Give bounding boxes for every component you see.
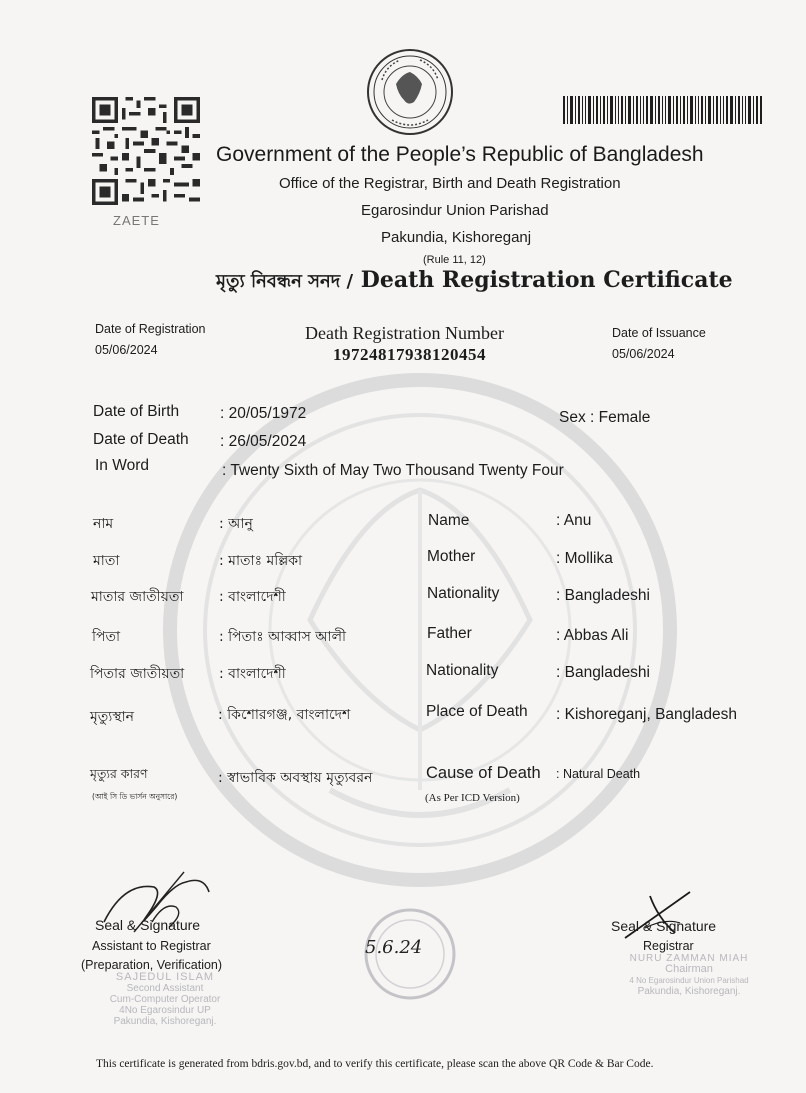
qr-caption: ZAETE	[113, 213, 160, 228]
place-en-value: : Kishoreganj, Bangladesh	[556, 706, 737, 723]
cause-en-label: Cause of Death	[426, 764, 541, 782]
center-signature-date: 5.6.24	[365, 937, 423, 958]
mother-nationality-bn-label: মাতার জাতীয়তা	[91, 589, 184, 605]
dob-label: Date of Birth	[93, 403, 180, 420]
inword-value: : Twenty Sixth of May Two Thousand Twenty Four	[222, 462, 564, 479]
father-bn-label: পিতা	[92, 629, 121, 645]
place-bn-value: : কিশোরগঞ্জ, বাংলাদেশ	[218, 707, 351, 723]
father-nationality-bn-label: পিতার জাতীয়তা	[90, 666, 185, 682]
left-seal-title: Seal & Signature	[95, 917, 201, 933]
father-nationality-en-label: Nationality	[426, 662, 499, 679]
left-stamp: SAJEDUL ISLAM Second Assistant Cum-Computer Operator 4No Egarosindur UP Pakundia, Kishoreganj.	[109, 971, 221, 1027]
right-role: Registrar	[643, 939, 694, 953]
left-role: Assistant to Registrar	[92, 939, 211, 953]
name-bn-label: নাম	[93, 516, 114, 532]
right-seal-title: Seal & Signature	[611, 918, 717, 934]
mother-bn-label: মাতা	[93, 553, 120, 569]
union-name: Egarosindur Union Parishad	[361, 202, 549, 219]
mother-nationality-en-label: Nationality	[427, 585, 500, 602]
mother-nationality-bn-value: : বাংলাদেশী	[219, 589, 286, 605]
cause-bn-value: : স্বাভাবিক অবস্থায় মৃত্যুবরন	[218, 770, 373, 786]
place-bn-label: মৃত্যুস্থান	[90, 709, 135, 725]
certificate-title-bn: মৃত্যু নিবন্ধন সনদ /	[216, 271, 354, 292]
father-nationality-en-value: : Bangladeshi	[556, 664, 650, 681]
office-name: Office of the Registrar, Birth and Death Registration	[279, 175, 621, 192]
cause-en-value: : Natural Death	[556, 767, 641, 781]
sex-value: Sex : Female	[559, 409, 651, 426]
father-en-value: : Abbas Ali	[556, 627, 629, 644]
qr-code-icon[interactable]	[92, 97, 200, 205]
issuance-date-label: Date of Issuance	[612, 326, 706, 340]
cause-bn-label: মৃত্যুর কারণ	[90, 766, 148, 781]
name-en-label: Name	[428, 512, 470, 529]
mother-en-label: Mother	[427, 548, 476, 565]
mother-en-value: : Mollika	[556, 550, 613, 567]
dod-value: : 26/05/2024	[220, 433, 307, 450]
footer-note: This certificate is generated from bdris.gov.bd, and to verify this certificate, please scan the above QR Code & Bar Code.	[96, 1058, 654, 1070]
mother-nationality-en-value: : Bangladeshi	[556, 587, 650, 604]
reg-number-label: Death Registration Number	[305, 323, 504, 343]
father-nationality-bn-value: : বাংলাদেশী	[219, 666, 286, 682]
mother-bn-value: : মাতাঃ মল্লিকা	[219, 553, 303, 569]
barcode-icon[interactable]	[563, 96, 763, 124]
registration-date-label: Date of Registration	[95, 322, 206, 336]
name-bn-value: : আনু	[219, 516, 253, 532]
registration-date: 05/06/2024	[95, 343, 158, 357]
location-name: Pakundia, Kishoreganj	[381, 229, 532, 246]
certificate-title	[216, 267, 733, 298]
cause-en-note: (As Per ICD Version)	[425, 792, 520, 804]
left-role-sub: (Preparation, Verification)	[81, 958, 223, 972]
government-emblem-icon	[360, 46, 460, 138]
reg-number: 19724817938120454	[333, 345, 486, 364]
issuance-date: 05/06/2024	[612, 347, 675, 361]
government-title: Government of the People’s Republic of Bangladesh	[216, 143, 704, 166]
right-stamp: NURU ZAMMAN MIAH Chairman 4 No Egarosindur Union Parishad Pakundia, Kishoreganj.	[629, 953, 749, 997]
inword-label: In Word	[95, 457, 149, 474]
dob-value: : 20/05/1972	[220, 405, 307, 422]
certificate-title-en: Death Registration Certificate	[360, 267, 733, 293]
rule-reference: (Rule 11, 12)	[423, 254, 486, 266]
father-en-label: Father	[427, 625, 472, 642]
cause-bn-note: (আই সি ডি ভার্সন অনুসারে)	[92, 792, 178, 801]
father-bn-value: : পিতাঃ আব্বাস আলী	[219, 629, 347, 645]
place-en-label: Place of Death	[426, 703, 528, 720]
name-en-value: : Anu	[556, 512, 592, 529]
dod-label: Date of Death	[93, 431, 189, 448]
